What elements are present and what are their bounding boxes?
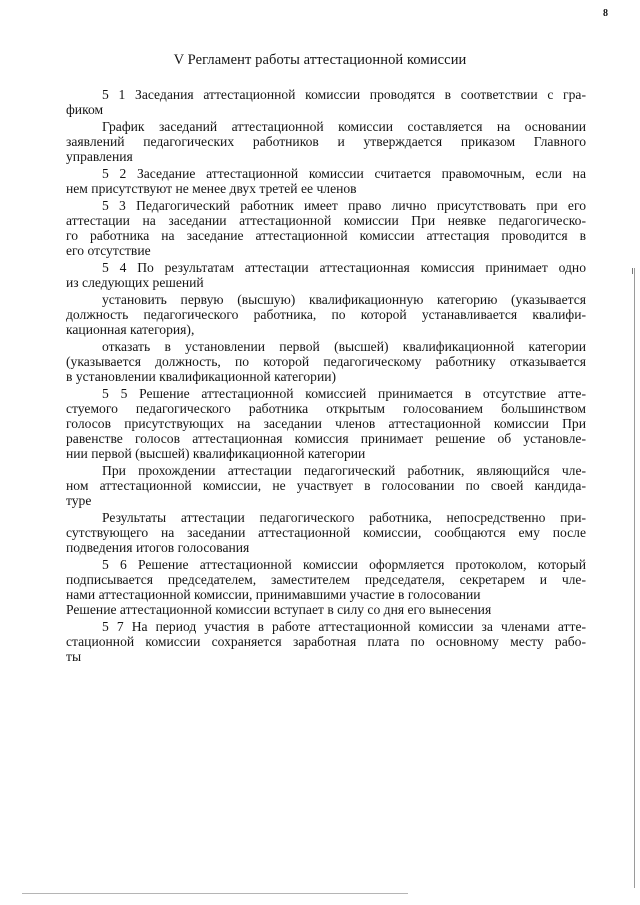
paragraph (66, 386, 586, 461)
paragraph (66, 292, 586, 337)
text-line: График заседаний аттестационной комиссии составляется на основании (102, 119, 586, 134)
text-line: 5 1 Заседания аттестационной комиссии проводятся в соответствии с гра- (102, 87, 586, 102)
text-line: кационная категория), (66, 322, 195, 337)
text-line: из следующих решений (66, 275, 204, 290)
scan-edge-line (634, 268, 635, 888)
text-line: подведения итогов голосования (66, 540, 250, 555)
paragraph (66, 87, 586, 117)
scan-edge-mark (632, 268, 638, 274)
text-line: 5 3 Педагогический работник имеет право лично присутствовать при его (102, 198, 586, 213)
section-title: V Регламент работы аттестационной комиссии (173, 52, 467, 68)
text-line: 5 7 На период участия в работе аттестационной комиссии за членами атте- (102, 619, 586, 634)
text-line: установить первую (высшую) квалификационную категорию (указывается (102, 292, 586, 307)
text-line: отказать в установлении первой (высшей) квалификационной категории (102, 339, 586, 354)
text-line: ном аттестационной комиссии, не участвует в голосовании по своей кандида- (66, 478, 586, 493)
text-line: фиком (66, 102, 104, 117)
text-line: управления (66, 149, 133, 164)
paragraph (66, 619, 586, 664)
paragraph (66, 166, 586, 196)
text-line: Результаты аттестации педагогического работника, непосредственно при- (102, 510, 586, 525)
text-line: го работника на заседание аттестационной комиссии аттестация проводится в (66, 228, 586, 243)
text-line: его отсутствие (66, 243, 151, 258)
text-line: в установлении квалификационной категории) (66, 369, 337, 384)
text-line: должность педагогического работника, по которой устанавливается квалифи- (66, 307, 586, 322)
text-line: стуемого педагогического работника открытым голосованием большинством (66, 401, 586, 416)
text-line: 5 4 По результатам аттестации аттестационная комиссия принимает одно (102, 260, 586, 275)
text-line: нии первой (высшей) квалификационной категории (66, 446, 366, 461)
text-line: 5 6 Решение аттестационной комиссии оформляется протоколом, который (102, 557, 586, 572)
paragraph (66, 510, 586, 555)
text-line: Решение аттестационной комиссии вступает в силу со дня его вынесения (66, 602, 492, 617)
text-line: 5 5 Решение аттестационной комиссией принимается в отсутствие атте- (102, 386, 586, 401)
paragraph (66, 557, 586, 602)
paragraph (66, 602, 586, 617)
text-line: подписывается председателем, заместителем председателя, секретарем и чле- (66, 572, 586, 587)
text-line: ты (66, 649, 82, 664)
text-line: нем присутствуют не менее двух третей ее членов (66, 181, 357, 196)
paragraph (66, 198, 586, 258)
text-line: заявлений педагогических работников и утверждается приказом Главного (66, 134, 586, 149)
text-line: голосов присутствующих на заседании членов аттестационной комиссии При (66, 416, 586, 431)
text-line: аттестации на заседании аттестационной комиссии При неявке педагогическо- (66, 213, 586, 228)
text-line: нами аттестационной комиссии, принимавшими участие в голосовании (66, 587, 481, 602)
text-line: туре (66, 493, 92, 508)
paragraph (66, 339, 586, 384)
document-body (66, 87, 586, 664)
text-line: равенстве голосов аттестационная комиссия принимает решение об установле- (66, 431, 586, 446)
paragraph (66, 119, 586, 164)
text-line: стационной комиссии сохраняется заработная плата по основному месту рабо- (66, 634, 586, 649)
text-line: сутствующего на заседании аттестационной комиссии, сообщаются ему после (66, 525, 586, 540)
text-line: (указывается должность, по которой педагогическому работнику отказывается (66, 354, 586, 369)
text-line: 5 2 Заседание аттестационной комиссии считается правомочным, если на (102, 166, 586, 181)
page-number: 8 (603, 8, 608, 19)
paragraph (66, 463, 586, 508)
text-line: При прохождении аттестации педагогический работник, являющийся чле- (102, 463, 586, 478)
scan-bottom-line (22, 893, 408, 894)
paragraph (66, 260, 586, 290)
